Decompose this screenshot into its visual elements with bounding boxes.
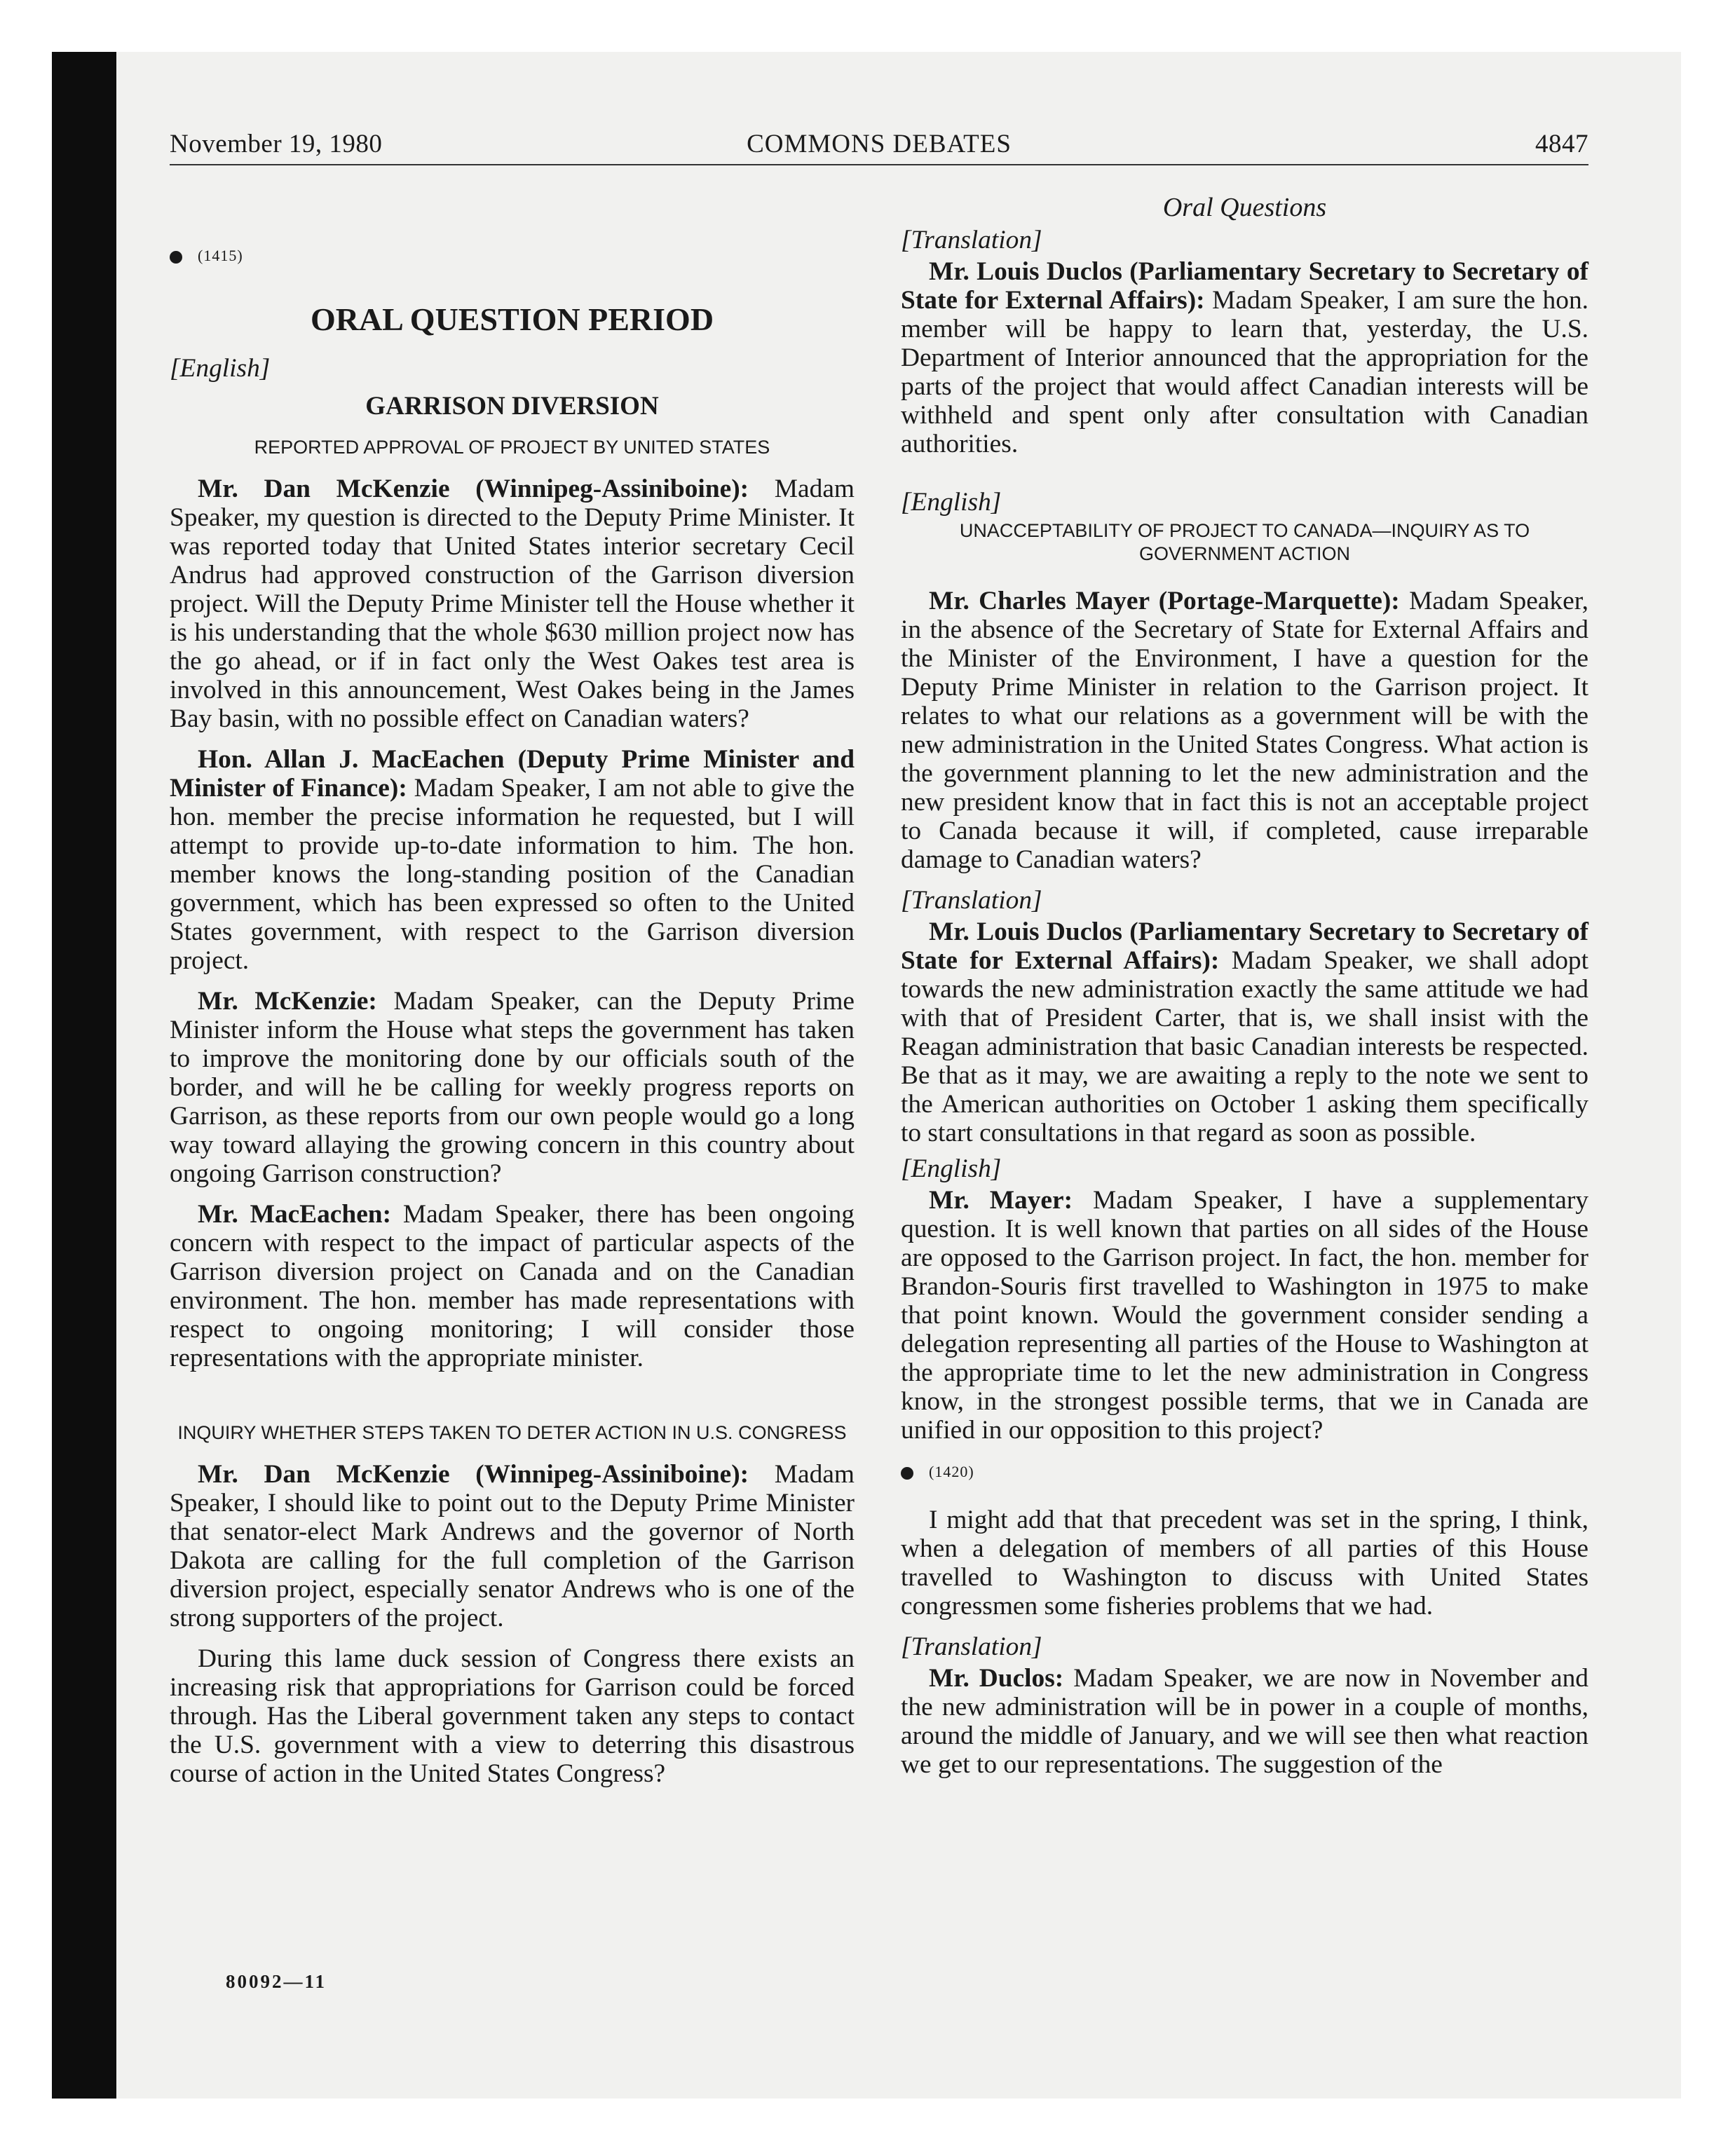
language-tag: [English] [901,488,1002,517]
speech-paragraph [170,987,855,1188]
speaker-name: Mr. Louis Duclos (Parliamentary Secretary to Secretary of State for External Affairs): [901,917,1588,975]
time-marker [170,241,855,270]
bullet-icon [901,1467,913,1480]
topic-heading: GARRISON DIVERSION [365,392,659,421]
section-title: ORAL QUESTION PERIOD [310,301,714,337]
time-marker [901,1457,1588,1486]
speaker-name: Mr. MacEachen: [198,1200,392,1229]
subtopic-heading: UNACCEPTABILITY OF PROJECT TO CANADA—INQUIRY AS TO GOVERNMENT ACTION [959,520,1530,564]
speaker-name: Mr. Duclos: [929,1664,1064,1693]
speech-text: Madam Speaker, my question is directed to the Deputy Prime Minister. It was reported today that United States interior secretary Cecil Andrus had approved construction of the Garrison diversion project. Will the Deputy Prime Minister tell the House whether it is his understanding that the whole $630 million project now has the go ahead, or if in fact only the West Oakes test area is involved in this announcement, West Oakes being in the James Bay basin, with no possible effect on Canadian waters? [170,475,855,733]
speech-paragraph [901,917,1588,1147]
speaker-name: Mr. Dan McKenzie (Winnipeg-Assiniboine): [198,475,749,503]
footer-code: 80092—11 [226,1971,327,1992]
speech-text: Madam Speaker, I am sure the hon. member will be happy to learn that, yesterday, the U.S. Department of Interior announced that the appropriation for the parts of the project that would affect Canadian interests will be withheld and spent only after consultation with Canadian authorities. [901,286,1588,458]
header-rule [170,164,1588,165]
speech-text: Madam Speaker, there has been ongoing concern with respect to the impact of particular aspects of the Garrison diversion project on Canada and on the Canadian environment. The hon. member has made representations with respect to ongoing monitoring; I will consider those representations with the appropriate minister. [170,1200,855,1372]
running-head: Oral Questions [1162,193,1327,222]
speech-paragraph [170,745,855,975]
speech-paragraph: I might add that that precedent was set in the spring, I think, when a delegation of members of all parties of this House travelled to Washington to discuss with United States congressmen some fisheries problems that we had. [901,1506,1588,1621]
speaker-name: Hon. Allan J. MacEachen (Deputy Prime Minister and Minister of Finance): [170,745,855,803]
speaker-name: Mr. McKenzie: [198,987,377,1016]
language-tag: [English] [901,1154,1002,1183]
speech-paragraph: During this lame duck session of Congress there exists an increasing risk that appropriations for Garrison could be forced through. Has the Liberal government taken any steps to contact the U.S. government with a view to deterring this disastrous course of action in the United States Congress? [170,1644,855,1788]
speech-text: Madam Speaker, can the Deputy Prime Minister inform the House what steps the government has taken to improve the monitoring done by our officials south of the border, and will he be calling for weekly progress reports on Garrison, as these reports from our own people would go a long way toward allaying the growing concern in this country about ongoing Garrison construction? [170,987,855,1188]
speech-text: Madam Speaker, we shall adopt towards the new administration exactly the same attitude we had with that of President Carter, that is, we shall insist with the Reagan administration that basic Canadian interests be respected. Be that as it may, we are awaiting a reply to the note we sent to the American authorities on October 1 asking them specifically to start consultations in that regard as soon as possible. [901,946,1588,1147]
time-stamp: (1415) [198,247,243,264]
language-tag: [English] [170,354,271,383]
speech-paragraph [901,257,1588,458]
language-tag: [Translation] [901,1632,1042,1661]
speech-text: Madam Speaker, I have a supplementary question. It is well known that parties on all sides of the House are opposed to the Garrison project. In fact, the hon. member for Brandon-Souris first travelled to Washington in 1975 to make that point known. Would the government consider sending a delegation representing all parties of the House to Washington at the appropriate time to let the new administration in Congress know, in the strongest possible terms, that we in Canada are unified in our opposition to this project? [901,1186,1588,1445]
speech-paragraph [901,1186,1588,1445]
header-date: November 19, 1980 [170,130,383,158]
scan-edge-shadow [52,52,116,2099]
subtopic-heading: REPORTED APPROVAL OF PROJECT BY UNITED STATES [254,437,770,458]
header-page-number: 4847 [1535,130,1588,158]
speech-paragraph [170,1200,855,1372]
language-tag: [Translation] [901,886,1042,915]
header-title: COMMONS DEBATES [747,130,1012,158]
speech-text: Madam Speaker, I am not able to give the hon. member the precise information he requested, but I will attempt to provide up-to-date information to him. The hon. member knows the long-standing position of the Canadian government, which has been expressed so often to the United States government, with respect to the Garrison diversion project. [170,774,855,975]
speech-text: Madam Speaker, we are now in November and the new administration will be in power in a couple of months, around the middle of January, and we will see then what reaction we get to our representations. The suggestion of the [901,1664,1588,1779]
speech-text: Madam Speaker, I should like to point out to the Deputy Prime Minister that senator-elect Mark Andrews and the governor of North Dakota are calling for the full completion of the Garrison diversion project, especially senator Andrews who is one of the strong supporters of the project. [170,1460,855,1632]
speech-text: Madam Speaker, in the absence of the Secretary of State for External Affairs and the Minister of the Environment, I have a question for the Deputy Prime Minister in relation to the Garrison project. It relates to what our relations as a government will be with the new administration in the United States Congress. What action is the government planning to let the new administration and the new president know that in fact this is not an acceptable project to Canada because it will, if completed, cause irreparable damage to Canadian waters? [901,587,1588,874]
right-column [901,193,1588,1779]
speech-paragraph [901,587,1588,874]
time-stamp: (1420) [929,1463,974,1480]
page [116,52,1681,2099]
speech-paragraph [901,1664,1588,1779]
language-tag: [Translation] [901,226,1042,254]
subtopic-heading: INQUIRY WHETHER STEPS TAKEN TO DETER ACTION IN U.S. CONGRESS [177,1422,847,1443]
speaker-name: Mr. Charles Mayer (Portage-Marquette): [929,587,1400,615]
speaker-name: Mr. Dan McKenzie (Winnipeg-Assiniboine): [198,1460,749,1489]
speaker-name: Mr. Louis Duclos (Parliamentary Secretary to Secretary of State for External Affairs): [901,257,1588,315]
speech-paragraph [170,475,855,733]
left-column [170,198,855,1788]
speech-paragraph [170,1460,855,1632]
bullet-icon [170,251,182,264]
speaker-name: Mr. Mayer: [929,1186,1073,1215]
